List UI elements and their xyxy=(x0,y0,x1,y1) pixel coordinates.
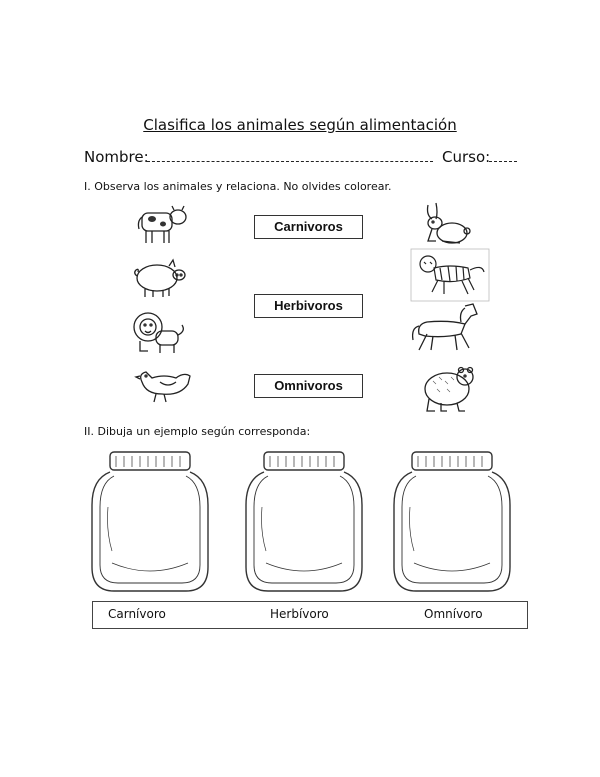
hen-icon xyxy=(134,364,196,404)
jar-label-herbivoro: Herbívoro xyxy=(270,607,329,621)
cow-icon xyxy=(136,203,190,247)
bear-icon xyxy=(413,363,477,415)
jar-carnivoro-icon[interactable] xyxy=(86,447,214,597)
instruction-part-1: I. Observa los animales y relaciona. No olvides colorear. xyxy=(84,180,392,193)
jar-label-carnivoro: Carnívoro xyxy=(108,607,166,621)
course-field-line[interactable] xyxy=(489,161,517,162)
name-field-line[interactable] xyxy=(147,161,433,162)
rabbit-icon xyxy=(418,201,472,247)
page-title: Clasifica los animales según alimentación xyxy=(143,116,457,134)
category-omnivoros[interactable]: Omnivoros xyxy=(254,374,363,398)
jar-herbivoro-icon[interactable] xyxy=(240,447,368,597)
jar-label-omnivoro: Omnívoro xyxy=(424,607,483,621)
pig-icon xyxy=(133,256,189,300)
jar-omnivoro-icon[interactable] xyxy=(388,447,516,597)
horse-icon xyxy=(409,300,481,354)
instruction-part-2: II. Dibuja un ejemplo según corresponda: xyxy=(84,425,311,438)
tiger-icon xyxy=(410,248,490,302)
lion-icon xyxy=(130,309,188,355)
category-herbivoros[interactable]: Herbivoros xyxy=(254,294,363,318)
category-carnivoros[interactable]: Carnivoros xyxy=(254,215,363,239)
name-label: Nombre: xyxy=(84,148,149,166)
course-label: Curso: xyxy=(442,148,491,166)
